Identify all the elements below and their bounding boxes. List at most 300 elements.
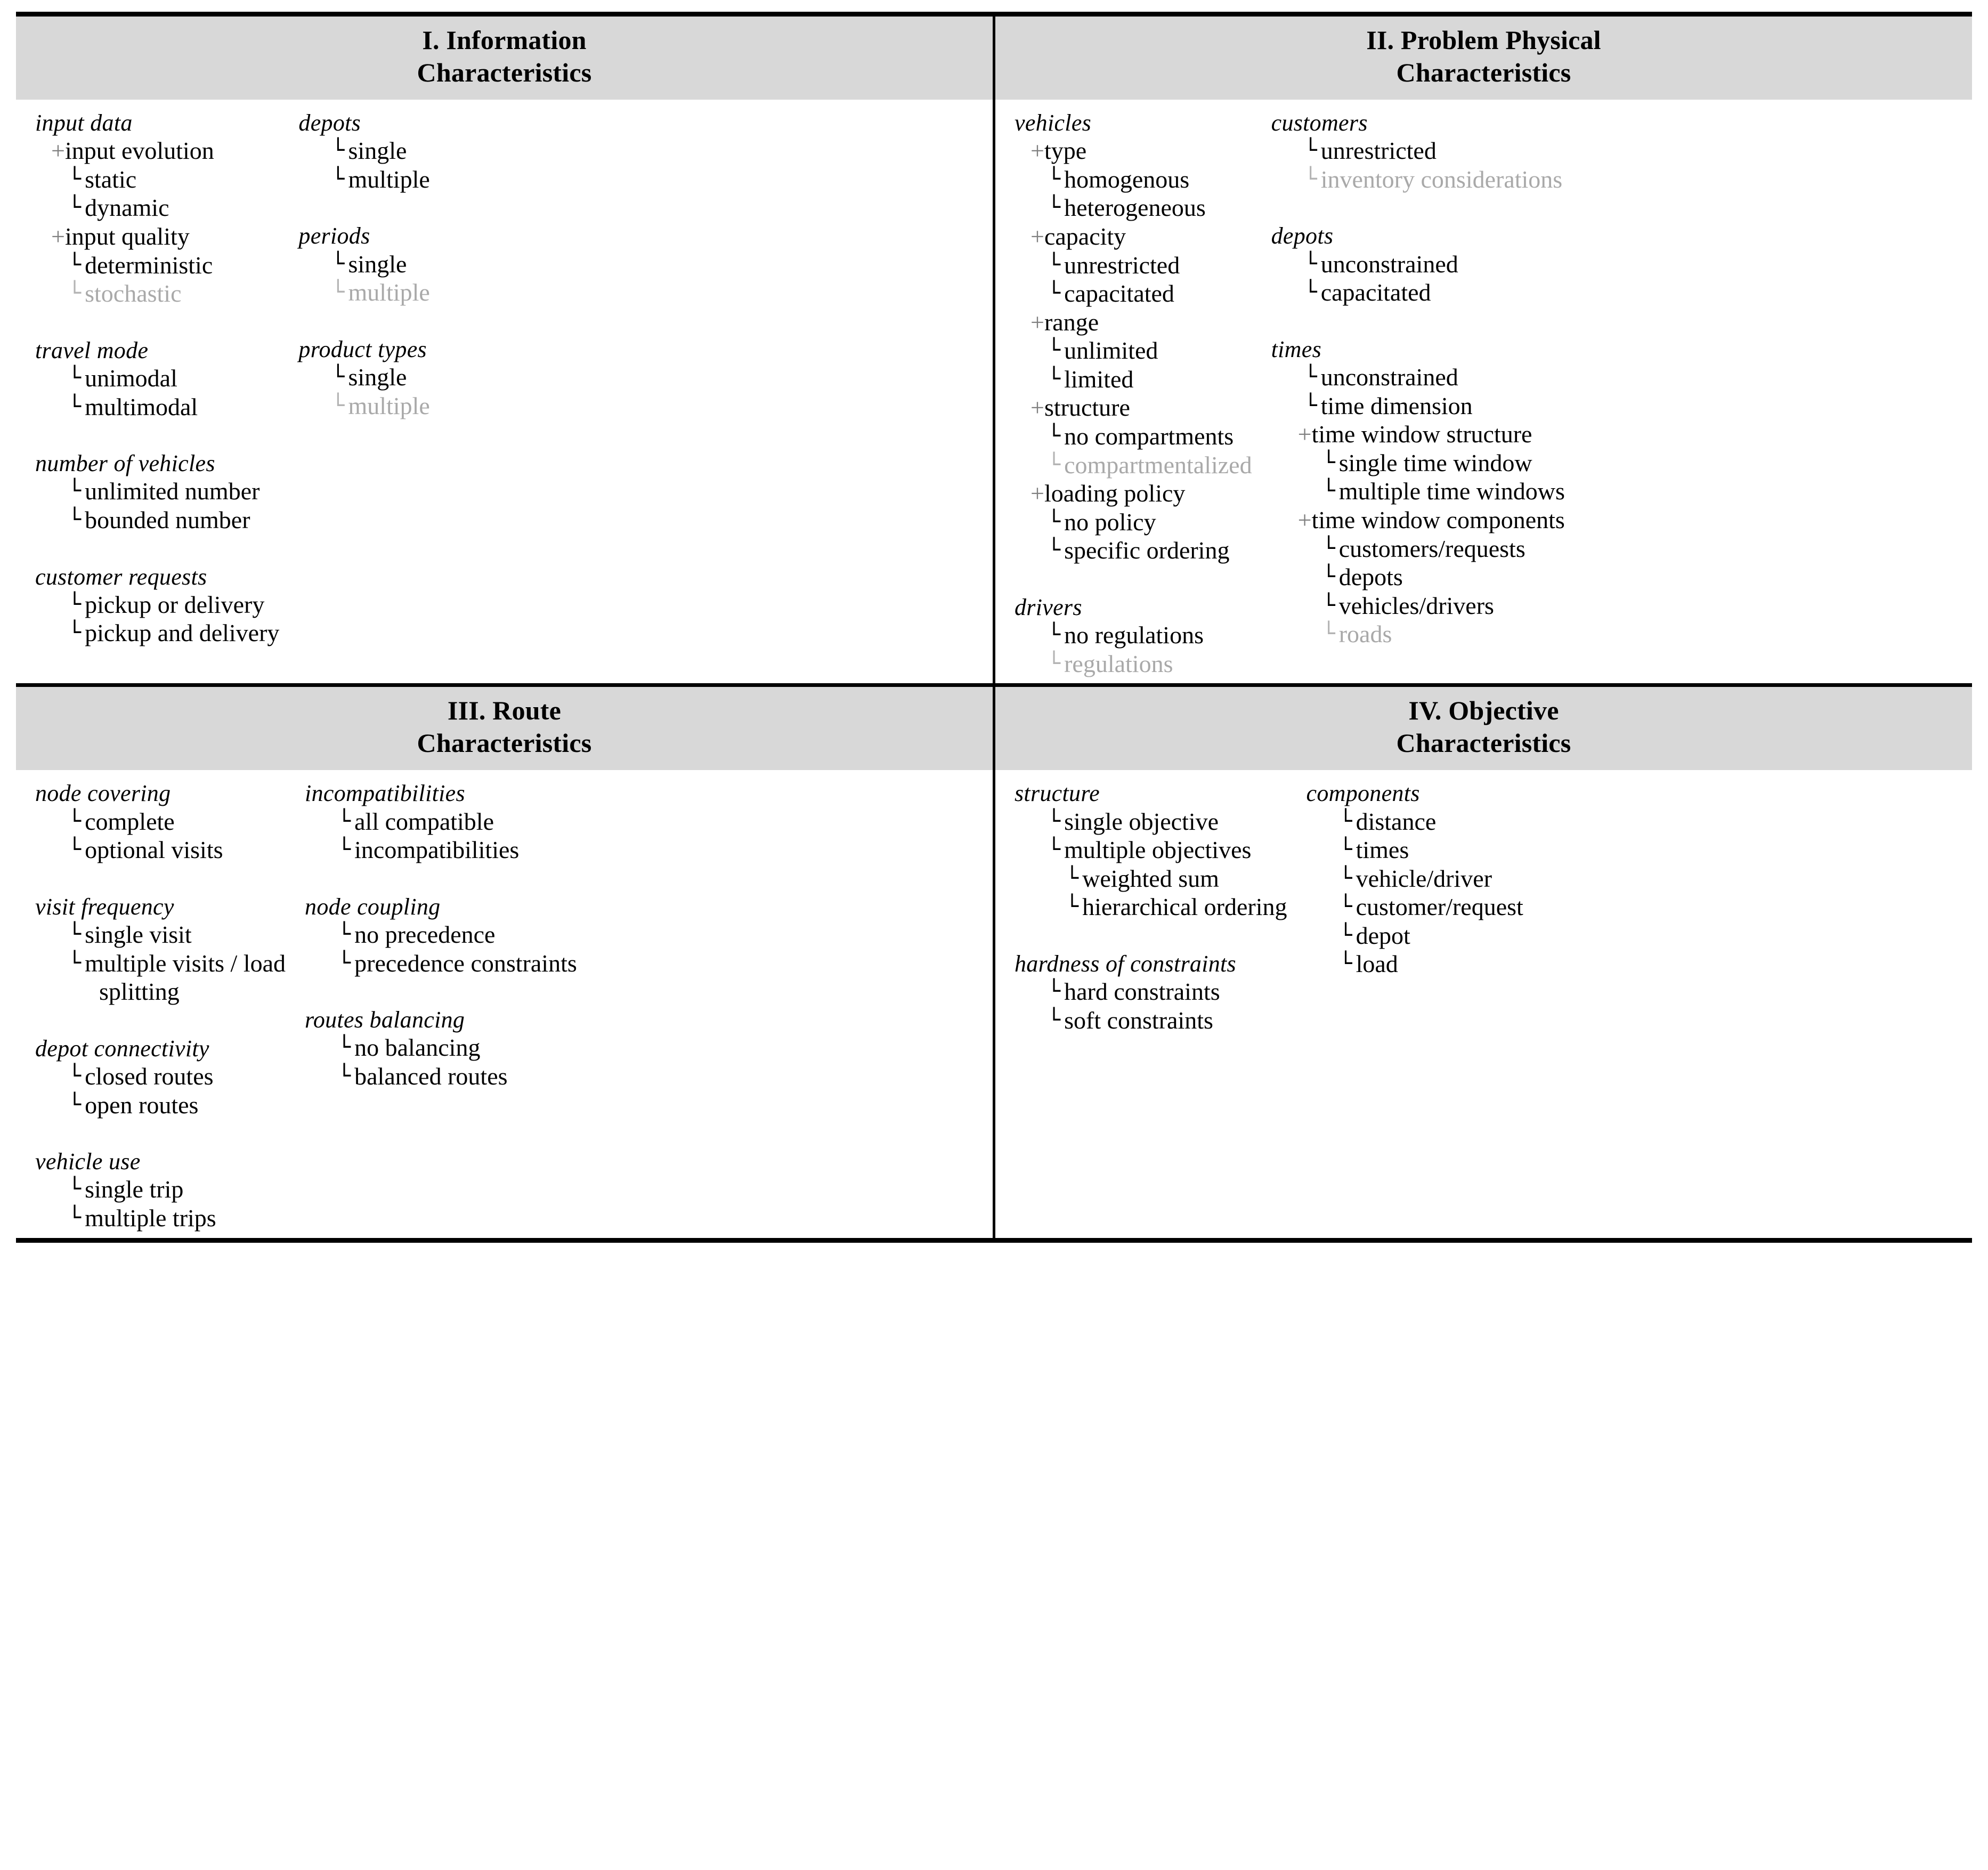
taxonomy-option-label: homogenous [1064, 165, 1190, 193]
taxonomy-option-label: specific ordering [1064, 537, 1230, 564]
taxonomy-group [1271, 222, 1565, 306]
taxonomy-category-label: vehicle use [35, 1148, 141, 1175]
tree-branch-icon: └ [1322, 621, 1335, 646]
tree-branch-icon: └ [1322, 593, 1335, 618]
tree-branch-icon: └ [1322, 450, 1335, 475]
taxonomy-subcategory[interactable] [35, 136, 279, 165]
taxonomy-option-label: optional visits [85, 836, 223, 864]
quadrant-header-route [16, 685, 994, 771]
taxonomy-option-label: multimodal [85, 393, 198, 420]
taxonomy-option-label: distance [1356, 807, 1437, 835]
tree-branch-icon: └ [338, 950, 351, 975]
taxonomy-option-label: open routes [85, 1091, 199, 1119]
taxonomy-option-label: inventory considerations [1320, 165, 1563, 193]
tree-branch-icon: └ [1048, 166, 1061, 191]
taxonomy-category-label: routes balancing [305, 1007, 465, 1033]
taxonomy-option[interactable] [35, 364, 279, 393]
quadrant-title-line2: Characteristics [417, 728, 592, 758]
taxonomy-option-label: unlimited number [85, 477, 260, 505]
taxonomy-option[interactable] [1271, 535, 1565, 563]
plus-icon: + [51, 222, 65, 250]
taxonomy-option[interactable] [298, 392, 429, 420]
tree-branch-icon: └ [1322, 536, 1335, 561]
tree-branch-icon: └ [331, 393, 345, 418]
taxonomy-table [16, 12, 1972, 1243]
taxonomy-option[interactable] [35, 279, 279, 308]
taxonomy-option[interactable] [1271, 592, 1565, 620]
taxonomy-option[interactable] [35, 477, 279, 506]
taxonomy-group [298, 222, 429, 306]
column-group [995, 109, 1972, 678]
taxonomy-option-label: single objective [1064, 807, 1219, 835]
tree-branch-icon: └ [331, 138, 345, 163]
taxonomy-option-label: multiple visits / load [85, 949, 286, 977]
taxonomy-category-label: hardness of constraints [1015, 950, 1236, 977]
taxonomy-option[interactable] [1307, 893, 1523, 921]
plus-icon: + [1297, 506, 1312, 533]
body-row-top [16, 100, 1972, 685]
tree-branch-icon: └ [1048, 651, 1061, 676]
quadrant-title-line1: IV. Objective [1408, 695, 1559, 726]
tree-branch-icon: └ [1339, 865, 1352, 891]
tree-branch-icon: └ [68, 1205, 82, 1230]
taxonomy-option[interactable] [1015, 1006, 1287, 1035]
quadrant-title-line1: II. Problem Physical [1366, 25, 1601, 55]
taxonomy-option-label: no compartments [1064, 423, 1234, 450]
taxonomy-subcategory-label: capacity [1044, 222, 1126, 250]
taxonomy-category-label: times [1271, 336, 1321, 362]
taxonomy-option[interactable] [35, 590, 279, 619]
tree-branch-icon: └ [68, 1063, 82, 1088]
quadrant-header-problem-physical [994, 14, 1973, 100]
tree-branch-icon: └ [68, 252, 82, 277]
taxonomy-option-label: vehicles/drivers [1338, 592, 1494, 619]
taxonomy-option-label: single time window [1338, 449, 1532, 476]
taxonomy-option[interactable] [1271, 250, 1565, 279]
taxonomy-option-label: single visit [85, 920, 192, 948]
tree-branch-icon: └ [68, 1177, 82, 1202]
taxonomy-option-label: no policy [1064, 508, 1156, 536]
tree-branch-icon: └ [1066, 894, 1079, 919]
taxonomy-option-label: hard constraints [1064, 978, 1220, 1006]
taxonomy-category-label: components [1306, 780, 1420, 807]
taxonomy-option[interactable] [35, 393, 279, 422]
taxonomy-option[interactable] [1015, 893, 1287, 921]
quadrant-title-line2: Characteristics [417, 58, 592, 87]
taxonomy-subcategory[interactable] [1271, 506, 1565, 535]
tree-branch-icon: └ [1048, 622, 1061, 647]
taxonomy-option[interactable] [1271, 477, 1565, 506]
taxonomy-group [35, 1035, 286, 1119]
quadrant-body-problem-physical [994, 100, 1973, 685]
taxonomy-option-label: time dimension [1320, 392, 1473, 419]
taxonomy-option-label: hierarchical ordering [1082, 893, 1287, 921]
taxonomy-category-label: depots [298, 110, 361, 136]
taxonomy-option-label: no precedence [354, 920, 496, 948]
taxonomy-option[interactable] [35, 920, 286, 949]
plus-icon: + [1030, 137, 1044, 165]
taxonomy-column [16, 780, 286, 1232]
taxonomy-option[interactable] [1307, 807, 1523, 836]
taxonomy-option[interactable] [35, 949, 286, 978]
taxonomy-subcategory-label: time window structure [1311, 420, 1532, 448]
taxonomy-subcategory-label: input evolution [64, 137, 214, 165]
taxonomy-option[interactable] [1015, 650, 1252, 678]
tree-branch-icon: └ [331, 280, 345, 305]
taxonomy-option[interactable] [35, 506, 279, 535]
taxonomy-option[interactable] [305, 1062, 577, 1091]
quadrant-title-line1: I. Information [422, 25, 587, 55]
taxonomy-option[interactable] [1015, 422, 1252, 451]
taxonomy-option[interactable] [1015, 279, 1252, 308]
taxonomy-option[interactable] [1015, 977, 1287, 1006]
tree-branch-icon: └ [1304, 138, 1317, 163]
taxonomy-subcategory[interactable] [1015, 479, 1252, 508]
taxonomy-group [305, 1006, 577, 1090]
taxonomy-category-label: depots [1271, 223, 1334, 249]
taxonomy-option-label: all compatible [354, 807, 494, 835]
taxonomy-group [1015, 594, 1252, 678]
taxonomy-option[interactable] [305, 836, 577, 864]
taxonomy-option[interactable] [305, 807, 577, 836]
taxonomy-subcategory[interactable] [1015, 308, 1252, 337]
tree-branch-icon: └ [1304, 280, 1317, 305]
taxonomy-option[interactable] [1015, 807, 1287, 836]
taxonomy-option-label: vehicle/driver [1356, 864, 1492, 892]
tree-branch-icon: └ [68, 195, 82, 220]
taxonomy-option[interactable] [1015, 621, 1252, 650]
taxonomy-option[interactable] [1307, 921, 1523, 950]
taxonomy-option-label: multiple time windows [1338, 477, 1565, 505]
taxonomy-option-label: balanced routes [354, 1062, 508, 1090]
taxonomy-category-label: node coupling [305, 893, 441, 920]
taxonomy-option-label: multiple trips [85, 1204, 216, 1232]
taxonomy-group [298, 109, 429, 193]
taxonomy-subcategory-label: structure [1044, 394, 1130, 422]
taxonomy-category-label: node covering [35, 780, 171, 807]
column-group [16, 780, 993, 1232]
tree-branch-icon: └ [331, 251, 345, 276]
tree-branch-icon: └ [68, 479, 82, 504]
tree-branch-icon: └ [1048, 252, 1061, 277]
taxonomy-category-label: number of vehicles [35, 450, 215, 477]
taxonomy-option[interactable] [298, 136, 429, 165]
tree-branch-icon: └ [68, 808, 82, 833]
taxonomy-option-label: multiple [348, 279, 430, 306]
tree-branch-icon: └ [1048, 1007, 1061, 1032]
tree-branch-icon: └ [68, 950, 82, 975]
taxonomy-group [298, 336, 429, 420]
quadrant-header-information [16, 14, 994, 100]
taxonomy-group [35, 337, 279, 421]
taxonomy-option[interactable] [305, 1033, 577, 1062]
taxonomy-group [305, 780, 577, 864]
taxonomy-option-label: splitting [99, 978, 180, 1006]
tree-branch-icon: └ [68, 507, 82, 532]
taxonomy-group [35, 1148, 286, 1232]
taxonomy-option-label: pickup or delivery [85, 590, 265, 618]
taxonomy-category-label: customers [1271, 110, 1368, 136]
tree-branch-icon: └ [1048, 837, 1061, 862]
taxonomy-category-label: drivers [1015, 594, 1082, 620]
taxonomy-option[interactable] [1015, 451, 1252, 480]
taxonomy-option[interactable] [1015, 251, 1252, 280]
taxonomy-option-label: unconstrained [1320, 250, 1458, 278]
taxonomy-option[interactable] [305, 920, 577, 949]
tree-branch-icon: └ [1304, 365, 1317, 390]
taxonomy-category-label: customer requests [35, 563, 207, 590]
taxonomy-category-label: incompatibilities [305, 780, 465, 807]
header-row-bottom [16, 685, 1972, 771]
tree-branch-icon: └ [1339, 837, 1352, 862]
taxonomy-option[interactable] [35, 619, 279, 647]
tree-branch-icon: └ [1322, 479, 1335, 504]
tree-branch-icon: └ [1304, 393, 1317, 418]
taxonomy-option-label: single [348, 363, 407, 391]
tree-branch-icon: └ [1048, 538, 1061, 563]
plus-icon: + [1030, 222, 1044, 250]
tree-branch-icon: └ [1304, 166, 1317, 191]
taxonomy-subcategory-label: time window components [1311, 506, 1565, 533]
taxonomy-option-label: regulations [1064, 650, 1173, 677]
tree-branch-icon: └ [331, 365, 345, 390]
taxonomy-option-label: unimodal [85, 364, 177, 392]
taxonomy-option-label: limited [1064, 365, 1134, 393]
taxonomy-option-label: heterogeneous [1064, 194, 1206, 222]
taxonomy-option[interactable] [35, 1062, 286, 1091]
taxonomy-subcategory-label: input quality [64, 222, 190, 250]
tree-branch-icon: └ [338, 808, 351, 833]
taxonomy-subcategory[interactable] [1271, 420, 1565, 449]
tree-branch-icon: └ [68, 837, 82, 862]
quadrant-body-route [16, 770, 994, 1240]
tree-branch-icon: └ [1339, 894, 1352, 919]
taxonomy-option[interactable] [35, 193, 279, 222]
plus-icon: + [1297, 420, 1312, 448]
tree-branch-icon: └ [1048, 366, 1061, 391]
taxonomy-option[interactable] [1271, 278, 1565, 307]
tree-branch-icon: └ [1339, 922, 1352, 948]
tree-branch-icon: └ [1322, 564, 1335, 589]
quadrant-title-line2: Characteristics [1396, 58, 1571, 87]
taxonomy-category-label: depot connectivity [35, 1035, 209, 1062]
tree-branch-icon: └ [338, 837, 351, 862]
taxonomy-option[interactable] [1015, 165, 1252, 194]
taxonomy-option-label: unconstrained [1320, 363, 1458, 391]
taxonomy-option[interactable] [1015, 836, 1287, 864]
taxonomy-option[interactable] [298, 278, 429, 307]
taxonomy-option-label: bounded number [85, 506, 250, 533]
tree-branch-icon: └ [68, 620, 82, 645]
taxonomy-option[interactable] [1307, 950, 1523, 978]
taxonomy-option[interactable] [1015, 336, 1252, 365]
taxonomy-option[interactable] [35, 807, 286, 836]
taxonomy-group [1271, 336, 1565, 649]
tree-branch-icon: └ [331, 166, 345, 191]
taxonomy-option-label: closed routes [85, 1062, 214, 1090]
plus-icon: + [1030, 394, 1044, 422]
taxonomy-option[interactable] [1271, 449, 1565, 477]
taxonomy-option-label: customer/request [1356, 893, 1523, 921]
taxonomy-group [35, 109, 279, 308]
tree-branch-icon: └ [1048, 338, 1061, 363]
taxonomy-option[interactable] [1015, 864, 1287, 893]
taxonomy-option[interactable] [35, 251, 279, 280]
column-group [995, 780, 1972, 1034]
taxonomy-category-label: input data [35, 110, 133, 136]
taxonomy-option[interactable] [1271, 136, 1565, 165]
tree-branch-icon: └ [1304, 251, 1317, 276]
taxonomy-column [16, 109, 279, 647]
taxonomy-option[interactable] [1015, 508, 1252, 537]
taxonomy-group [1015, 109, 1252, 565]
taxonomy-option-label: no regulations [1064, 621, 1204, 649]
taxonomy-option[interactable] [1015, 365, 1252, 394]
taxonomy-column [1287, 780, 1523, 978]
taxonomy-option-label: pickup and delivery [85, 619, 280, 647]
tree-branch-icon: └ [68, 921, 82, 946]
tree-branch-icon: └ [68, 281, 82, 306]
tree-branch-icon: └ [1339, 808, 1352, 833]
taxonomy-group [35, 563, 279, 647]
tree-branch-icon: └ [1048, 281, 1061, 306]
taxonomy-column [286, 780, 577, 1090]
taxonomy-category-label: visit frequency [35, 893, 174, 920]
taxonomy-option-label: multiple [348, 165, 430, 193]
taxonomy-option-label: single [348, 250, 407, 278]
tree-branch-icon: └ [68, 394, 82, 419]
tree-branch-icon: └ [338, 1063, 351, 1088]
taxonomy-option-label: capacitated [1320, 279, 1431, 306]
taxonomy-option[interactable] [35, 165, 279, 194]
taxonomy-option-label: single trip [85, 1176, 184, 1203]
taxonomy-subcategory-label: loading policy [1044, 480, 1186, 507]
plus-icon: + [1030, 480, 1044, 507]
taxonomy-category-label: product types [298, 336, 427, 362]
taxonomy-option-label: times [1356, 836, 1409, 864]
taxonomy-option-label: single [348, 137, 407, 165]
quadrant-title-line2: Characteristics [1396, 728, 1571, 758]
quadrant-body-information [16, 100, 994, 685]
taxonomy-column [279, 109, 429, 420]
taxonomy-option[interactable] [298, 250, 429, 279]
taxonomy-group [35, 450, 279, 534]
taxonomy-option[interactable] [1015, 193, 1252, 222]
tree-branch-icon: └ [1048, 452, 1061, 477]
tree-branch-icon: └ [1048, 424, 1061, 449]
taxonomy-option-continuation [35, 977, 286, 1006]
taxonomy-option[interactable] [1271, 392, 1565, 420]
column-group [16, 109, 993, 647]
tree-branch-icon: └ [1048, 979, 1061, 1004]
taxonomy-option-label: stochastic [85, 280, 182, 307]
taxonomy-subcategory[interactable] [35, 222, 279, 251]
tree-branch-icon: └ [68, 166, 82, 191]
header-row-top [16, 14, 1972, 100]
taxonomy-subcategory[interactable] [1015, 393, 1252, 422]
taxonomy-option[interactable] [1307, 836, 1523, 864]
taxonomy-option[interactable] [1015, 536, 1252, 565]
taxonomy-option[interactable] [1271, 363, 1565, 392]
taxonomy-subcategory-label: range [1044, 308, 1099, 336]
taxonomy-category-label: travel mode [35, 337, 149, 363]
taxonomy-option-label: weighted sum [1082, 864, 1219, 892]
taxonomy-option-label: multiple objectives [1064, 836, 1252, 864]
taxonomy-column [995, 780, 1287, 1034]
taxonomy-option[interactable] [35, 1175, 286, 1204]
taxonomy-option-label: static [85, 165, 137, 193]
tree-branch-icon: └ [1048, 509, 1061, 534]
taxonomy-group [35, 780, 286, 864]
tree-branch-icon: └ [338, 1035, 351, 1060]
taxonomy-option-label: incompatibilities [354, 836, 520, 864]
taxonomy-option[interactable] [35, 1204, 286, 1233]
taxonomy-option[interactable] [35, 836, 286, 864]
taxonomy-group [35, 893, 286, 1006]
tree-branch-icon: └ [68, 1092, 82, 1117]
quadrant-body-objective [994, 770, 1973, 1240]
taxonomy-option[interactable] [35, 1091, 286, 1120]
taxonomy-group [1015, 950, 1287, 1034]
taxonomy-subcategory[interactable] [1015, 222, 1252, 251]
taxonomy-group [1015, 780, 1287, 921]
taxonomy-option-label: multiple [348, 392, 430, 419]
taxonomy-subcategory[interactable] [1015, 136, 1252, 165]
taxonomy-option[interactable] [305, 949, 577, 978]
taxonomy-column [1252, 109, 1565, 649]
taxonomy-option[interactable] [1271, 620, 1565, 649]
taxonomy-option-label: depots [1338, 563, 1403, 591]
taxonomy-option-label: depot [1356, 921, 1410, 949]
tree-branch-icon: └ [338, 921, 351, 946]
taxonomy-option-label: complete [85, 807, 175, 835]
tree-branch-icon: └ [68, 365, 82, 390]
taxonomy-option[interactable] [1271, 563, 1565, 592]
taxonomy-subcategory-label: type [1044, 137, 1087, 165]
taxonomy-option-label: roads [1338, 620, 1392, 648]
tree-branch-icon: └ [68, 592, 82, 617]
taxonomy-option-label: compartmentalized [1064, 451, 1252, 479]
taxonomy-option-label: unlimited [1064, 337, 1158, 365]
quadrant-title-line1: III. Route [447, 695, 562, 726]
taxonomy-group [305, 893, 577, 977]
tree-branch-icon: └ [1339, 951, 1352, 976]
taxonomy-option-label: deterministic [85, 251, 213, 279]
taxonomy-option-label: no balancing [354, 1034, 481, 1062]
taxonomy-option[interactable] [1307, 864, 1523, 893]
taxonomy-group [1307, 780, 1523, 978]
taxonomy-option-label: load [1356, 950, 1398, 978]
taxonomy-option[interactable] [1271, 165, 1565, 194]
taxonomy-option[interactable] [298, 165, 429, 194]
taxonomy-option-label: unrestricted [1320, 137, 1437, 165]
plus-icon: + [1030, 308, 1044, 336]
quadrant-header-objective [994, 685, 1973, 771]
taxonomy-category-label: vehicles [1015, 110, 1092, 136]
taxonomy-option-label: customers/requests [1338, 535, 1526, 562]
tree-branch-icon: └ [1048, 195, 1061, 220]
taxonomy-option-label: capacitated [1064, 280, 1174, 307]
taxonomy-option-label: dynamic [85, 194, 169, 222]
plus-icon: + [51, 137, 65, 165]
taxonomy-option-label: unrestricted [1064, 251, 1180, 279]
taxonomy-group [1271, 109, 1565, 193]
taxonomy-option[interactable] [298, 363, 429, 392]
taxonomy-option-label: precedence constraints [354, 949, 577, 977]
tree-branch-icon: └ [1048, 808, 1061, 833]
taxonomy-category-label: structure [1015, 780, 1100, 807]
taxonomy-category-label: periods [298, 223, 370, 249]
